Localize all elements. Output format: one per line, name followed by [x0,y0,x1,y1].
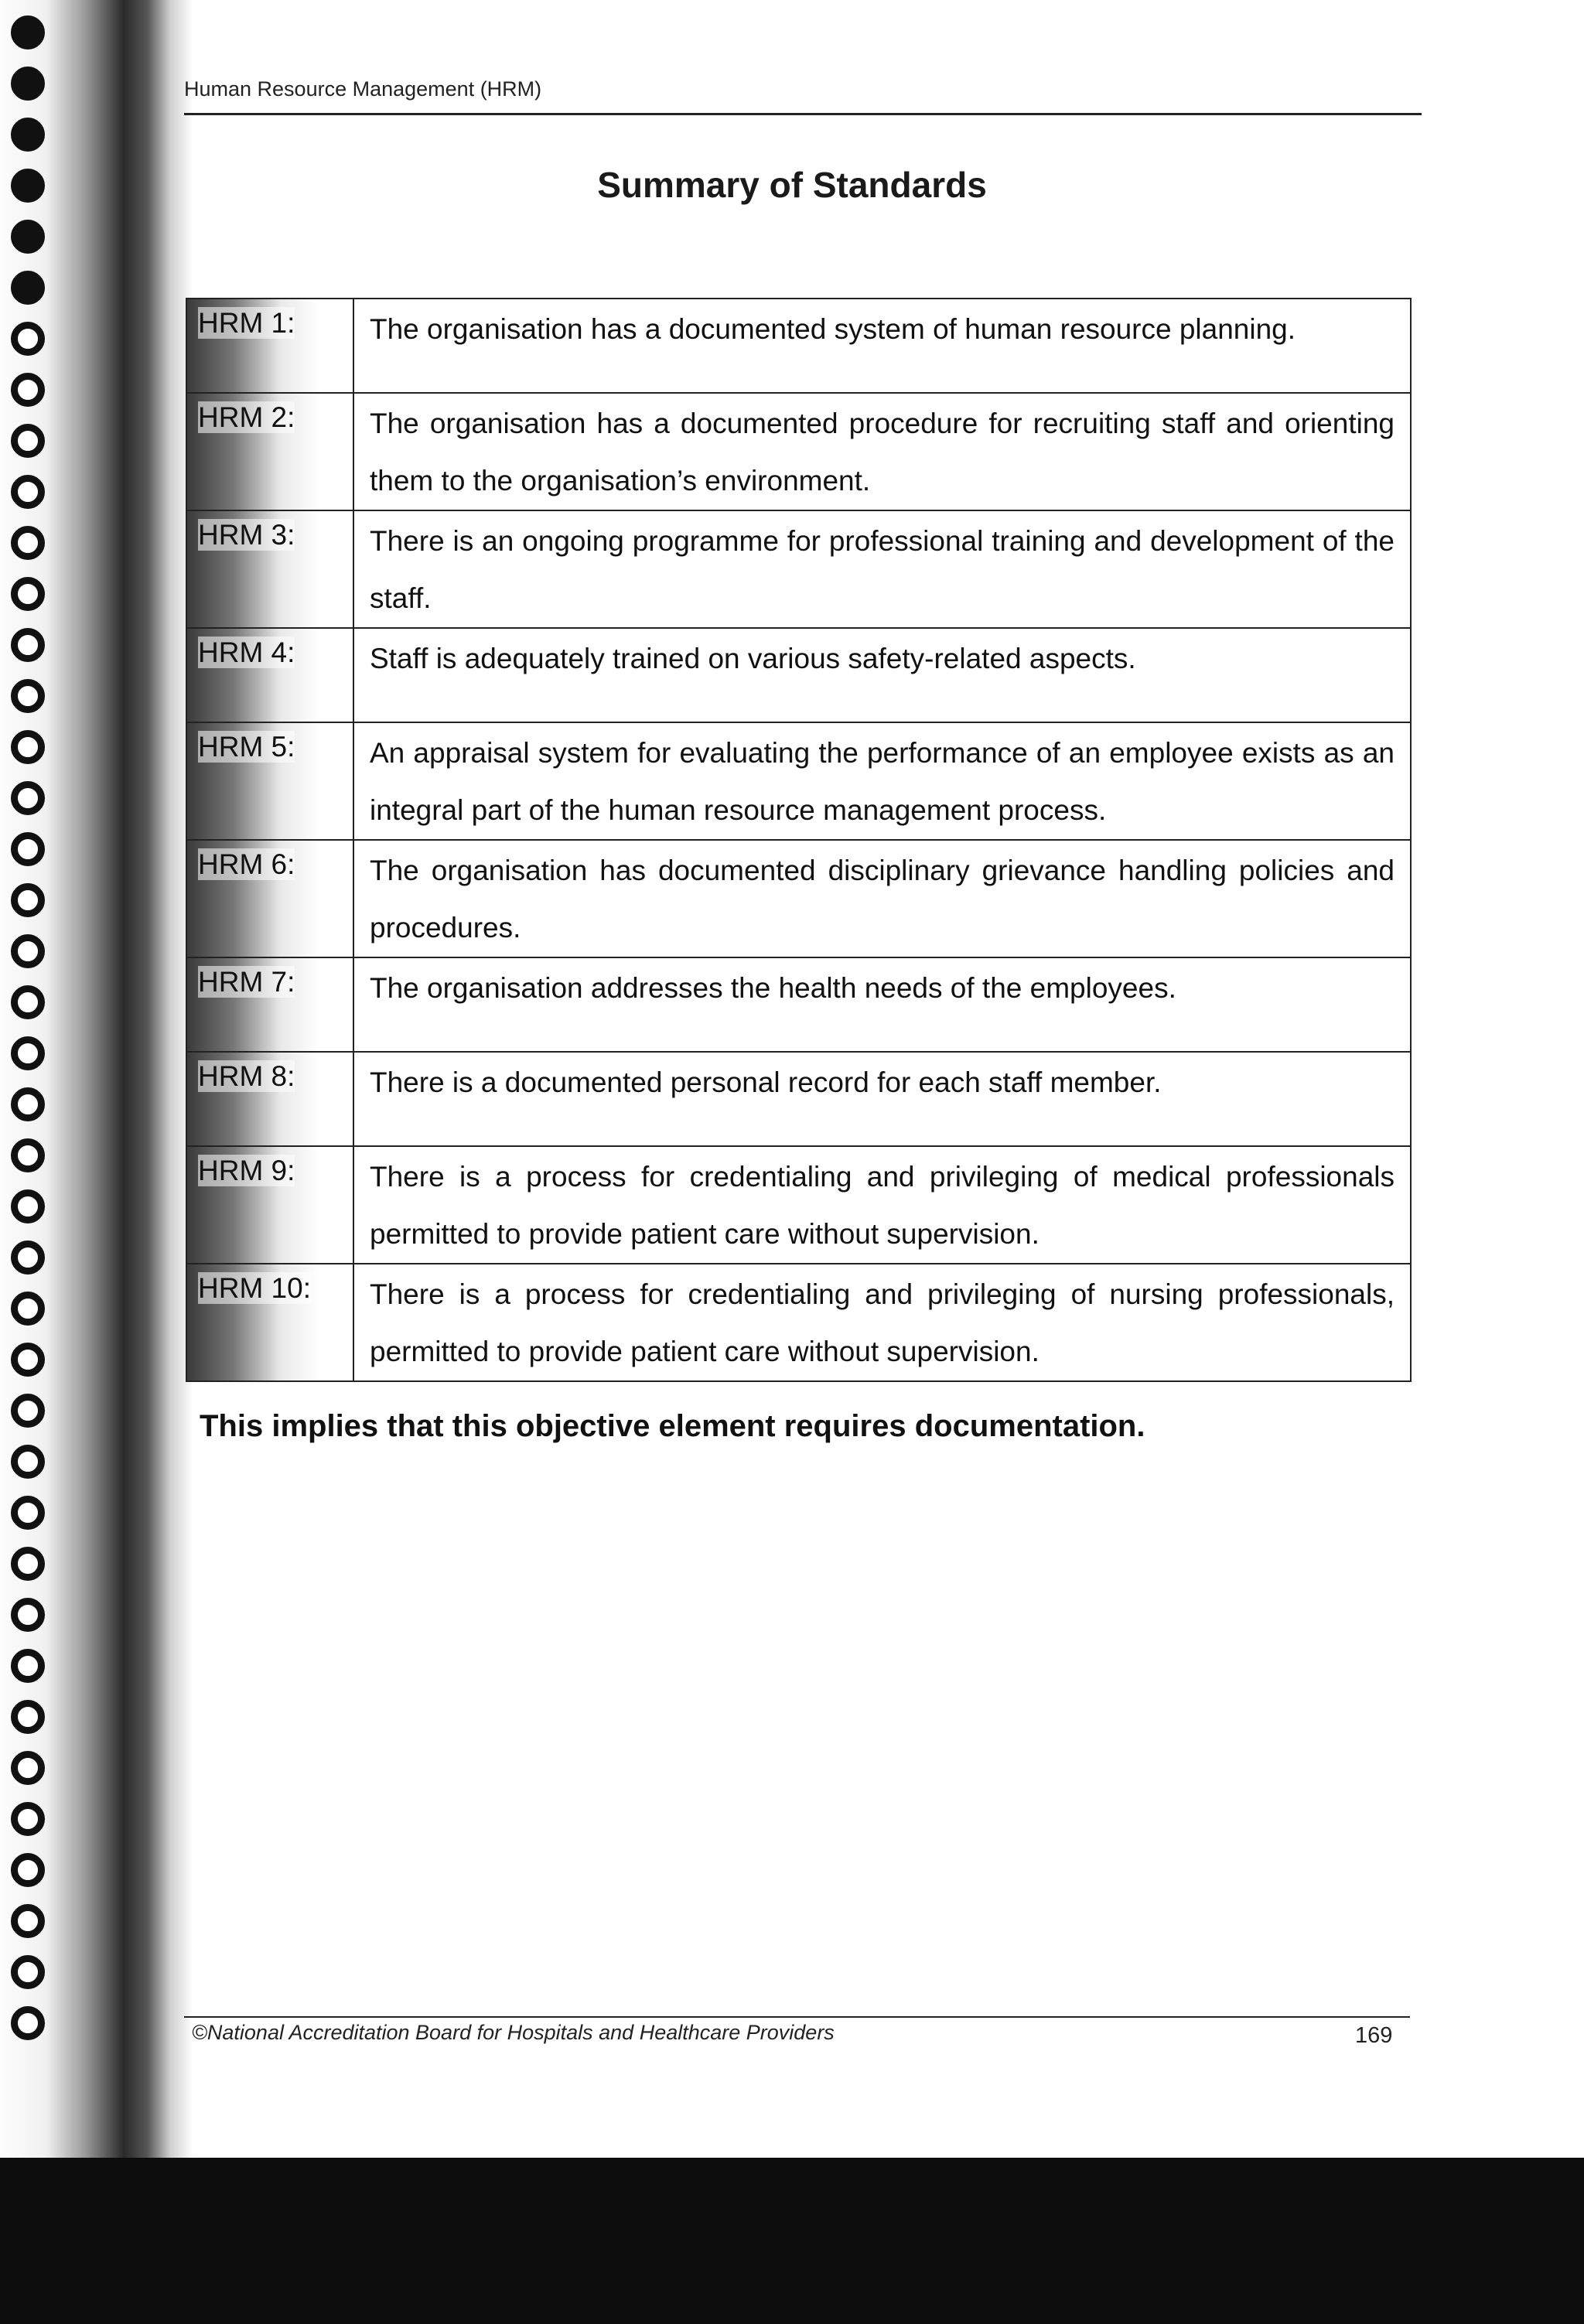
standard-code: HRM 5: [198,731,295,763]
standard-code: HRM 1: [198,307,295,339]
standard-text: There is a process for credentialing and privileging of medical professionals permitted to provide patient care without supervision. [353,1146,1411,1264]
standard-code: HRM 2: [198,401,295,433]
standard-code: HRM 8: [198,1060,295,1092]
standard-code-cell [186,1052,353,1146]
standard-text: The organisation addresses the health needs of the employees. [353,957,1411,1052]
binding-ring-icon [11,1904,45,1938]
standard-code-cell [186,957,353,1052]
standard-code-cell [186,510,353,628]
binding-ring-icon [11,1292,45,1326]
standard-row [186,393,1411,510]
standard-text: There is a documented personal record for each staff member. [353,1052,1411,1146]
standard-code: HRM 9: [198,1155,295,1186]
standard-row [186,299,1411,393]
standard-text: The organisation has a documented procedure for recruiting staff and orienting them to the organisation’s environment. [353,393,1411,510]
binding-ring-icon [11,15,45,49]
binding-ring-icon [11,67,45,101]
footer-rule [184,2016,1410,2018]
standard-row [186,510,1411,628]
binding-ring-icon [11,934,45,968]
spiral-binding [0,0,193,2324]
page-number: 169 [1355,2023,1393,2048]
standard-text: An appraisal system for evaluating the performance of an employee exists as an integral part of the human resource management process. [353,722,1411,840]
binding-ring-icon [11,526,45,560]
footer-credit: ©National Accreditation Board for Hospitals and Healthcare Providers [192,2021,835,2044]
binding-ring-icon [11,373,45,407]
standard-text: Staff is adequately trained on various safety-related aspects. [353,628,1411,722]
standard-row [186,722,1411,840]
binding-ring-icon [11,1598,45,1632]
binding-ring-icon [11,1087,45,1121]
binding-ring-icon [11,475,45,509]
standard-code-cell [186,1264,353,1381]
standard-code-cell [186,1146,353,1264]
binding-ring-icon [11,118,45,152]
binding-ring-icon [11,1955,45,1989]
standard-code: HRM 7: [198,966,295,998]
documentation-note: This implies that this objective element requires documentation. [200,1409,1145,1443]
binding-ring-icon [11,1189,45,1223]
standard-row [186,1264,1411,1381]
binding-ring-icon [11,1445,45,1479]
binding-ring-icon [11,1751,45,1785]
standard-code-cell [186,840,353,957]
binding-ring-icon [11,628,45,662]
binding-ring-icon [11,1649,45,1683]
standards-table [186,298,1412,1382]
binding-ring-icon [11,883,45,917]
header-rule [184,113,1422,115]
binding-ring-icon [11,679,45,713]
binding-ring-icon [11,577,45,611]
page-title: Summary of Standards [597,165,987,205]
standard-row [186,628,1411,722]
binding-ring-icon [11,1036,45,1070]
binding-ring-icon [11,730,45,764]
standard-text: There is a process for credentialing and privileging of nursing professionals, permitted to provide patient care without supervision. [353,1264,1411,1381]
binding-ring-icon [11,271,45,305]
binding-ring-icon [11,424,45,458]
binding-ring-icon [11,1240,45,1275]
binding-ring-icon [11,985,45,1019]
standard-code-cell [186,722,353,840]
binding-ring-icon [11,1394,45,1428]
standard-text: The organisation has documented disciplinary grievance handling policies and procedures. [353,840,1411,957]
binding-ring-icon [11,832,45,866]
binding-ring-icon [11,1802,45,1836]
standard-row [186,1146,1411,1264]
standard-row [186,957,1411,1052]
binding-ring-icon [11,322,45,356]
standard-code: HRM 10: [198,1272,311,1304]
binding-ring-icon [11,1138,45,1172]
standard-code: HRM 4: [198,636,295,668]
standard-code: HRM 3: [198,519,295,551]
binding-ring-icon [11,220,45,254]
standard-code-cell [186,393,353,510]
binding-ring-icon [11,1700,45,1734]
standard-code-cell [186,628,353,722]
running-header: Human Resource Management (HRM) [184,77,542,101]
binding-ring-icon [11,1547,45,1581]
standard-code: HRM 6: [198,848,295,880]
binding-ring-icon [11,1496,45,1530]
binding-ring-icon [11,1853,45,1887]
standard-text: There is an ongoing programme for professional training and development of the staff. [353,510,1411,628]
binding-ring-icon [11,2006,45,2040]
standard-code-cell [186,299,353,393]
binding-ring-icon [11,781,45,815]
scan-shadow-band [0,2158,1584,2324]
binding-ring-icon [11,1343,45,1377]
standard-row [186,840,1411,957]
standard-row [186,1052,1411,1146]
standard-text: The organisation has a documented system of human resource planning. [353,299,1411,393]
